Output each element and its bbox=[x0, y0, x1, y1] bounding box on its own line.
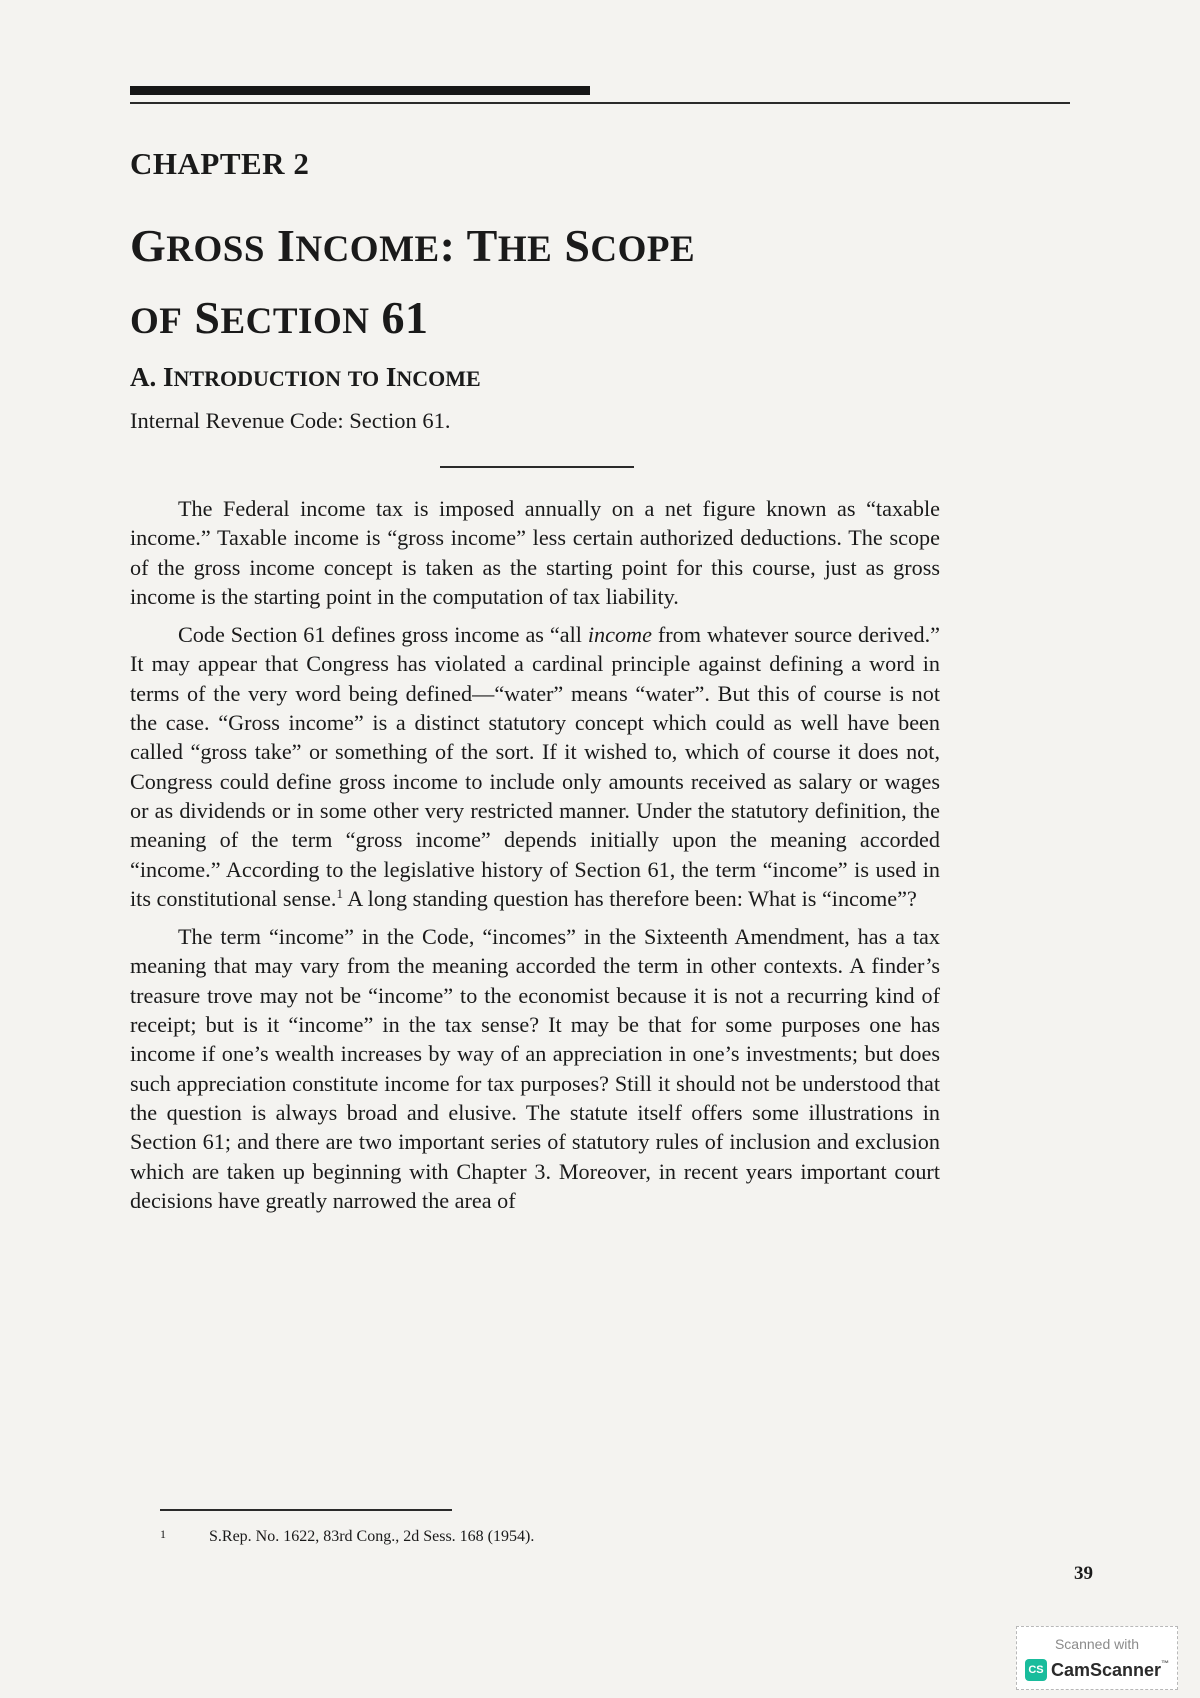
section-divider-rule bbox=[440, 466, 634, 468]
paragraph-2: Code Section 61 defines gross income as “all income from whatever source derived.” It may appear that Congress has violated a cardinal principle against defining a word in terms of the very word being defined—“water” means “water”. But this of course is not the case. “Gross income” is a distinct statutory concept which could as well have been called “gross take” or something of the sort. If it wished to, which of course it does not, Congress could define gross income to include only amounts received as salary or wages or as dividends or in some other very restricted manner. Under the statutory definition, the meaning of the term “gross income” depends initially upon the meaning accorded “income.” According to the legislative history of Section 61, the term “income” is used in its constitutional sense.$^1$ A long standing question has therefore been: What is “income”? bbox=[130, 622, 940, 911]
chapter-title-line-1: GROSS INCOME: THE SCOPE bbox=[130, 220, 696, 271]
camscanner-icon: CS bbox=[1025, 1659, 1047, 1681]
camscanner-watermark bbox=[1016, 1626, 1178, 1690]
chapter-title bbox=[130, 212, 1010, 356]
code-reference: Internal Revenue Code: Section 61. bbox=[130, 408, 451, 433]
page-number: 39 bbox=[1074, 1563, 1093, 1584]
chapter-title-line-2: OF SECTION 61 bbox=[130, 292, 429, 343]
watermark-brand: CamScanner™ bbox=[1051, 1659, 1170, 1680]
watermark-logo bbox=[1025, 1659, 1169, 1681]
header-thin-rule bbox=[130, 102, 1070, 104]
footnote-reference: 1 bbox=[336, 885, 343, 901]
footnote-text: S.Rep. No. 1622, 83rd Cong., 2d Sess. 168 (1954). bbox=[209, 1528, 535, 1545]
watermark-caption: Scanned with bbox=[1054, 1636, 1140, 1652]
paragraph-1: The Federal income tax is imposed annually on a net figure known as “taxable income.” Taxable income is “gross income” less certain authorized deductions. The scope of the gross income concept is taken as the starting point for this course, just as gross income is the starting point in the computation of tax liability. bbox=[130, 496, 940, 609]
chapter-label: CHAPTER 2 bbox=[130, 146, 310, 181]
footnote bbox=[160, 1528, 534, 1545]
footnote-rule bbox=[160, 1509, 452, 1511]
body-text bbox=[130, 494, 940, 1215]
paragraph-3: The term “income” in the Code, “incomes” in the Sixteenth Amendment, has a tax meaning that may vary from the meaning accorded the term in other contexts. A finder’s treasure trove may not be “income” to the economist because it is not a recurring kind of receipt; but is it “income” in the tax sense? It may be that for some purposes one has income if one’s wealth increases by way of an appreciation in one’s investments; but does such appreciation constitute income for tax purposes? Still it should not be understood that the question is always broad and elusive. The statute itself offers some illustrations in Section 61; and there are two important series of statutory rules of inclusion and exclusion which are taken up beginning with Chapter 3. Moreover, in recent years important court decisions have greatly narrowed the area of bbox=[130, 924, 940, 1213]
section-heading: A. INTRODUCTION TO INCOME bbox=[130, 362, 481, 392]
emphasis-income: income bbox=[587, 622, 652, 648]
header-thick-rule bbox=[130, 86, 590, 95]
footnote-number: 1 bbox=[160, 1527, 166, 1541]
